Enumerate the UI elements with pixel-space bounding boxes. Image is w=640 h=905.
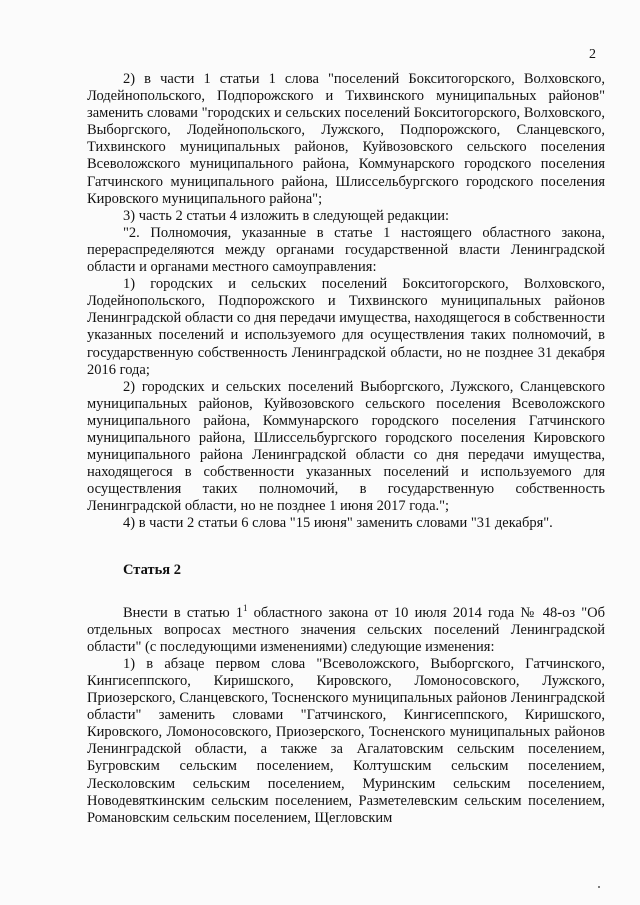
article-intro-after: областного закона от 10 июля 2014 года № 48-оз "Об отдельных вопросах местного значения сельских поселений Ленинградской области" (с последующими изменениями) следующие изменения: [87, 604, 605, 655]
quoted-paragraph: "2. Полномочия, указанные в статье 1 настоящего областного закона, перераспределяются между органами государственной власти Ленинградской области и органами местного самоуправления: [87, 224, 605, 276]
article-number-superscript: 1 [243, 602, 248, 613]
list-item: 1) в абзаце первом слова "Всеволожского, Выборгского, Гатчинского, Кингисеппского, Киришского, Кировского, Ломоносовского, Лужского, Приозерского, Сланцевского, Тосненского муниципальных районов Ленинградской области" заменить словами "Гатчинского, Кингисеппского, Киришского, Кировского, Ломоносовского, Приозерского, Тосненского муниципальных районов Ленинградской области, а также за Агалатовским сельским поселением, Бугровским сельским поселением, Колтушским сельским поселением, Лесколовским сельским поселением, Муринским сельским поселением, Новодевяткинским сельским поселением, Разметелевским сельским поселением, Романовским сельским поселением, Щегловским [87, 655, 605, 826]
list-item: 2) городских и сельских поселений Выборгского, Лужского, Сланцевского муниципальных районов, Куйвозовского сельского поселения Всеволожского муниципального района, Коммунарского городского поселения Гатчинского муниципального района, Шлиссельбургского городского поселения Кировского муниципального района Ленинградской области со дня передачи имущества, находящегося в собственности указанных поселений и используемого для осуществления таких полномочий, в государственную собственность Ленинградской области, но не позднее 1 июня 2017 года."; [87, 378, 605, 515]
page-number: 2 [589, 47, 596, 62]
amendment-paragraph: 2) в части 1 статьи 1 слова "поселений Бокситогорского, Волховского, Лодейнопольского, Подпорожского и Тихвинского муниципальных районов" заменить словами "городских и сельских поселений Бокситогорского, Волховского, Выборгского, Лодейнопольского, Лужского, Подпорожского, Сланцевского, Тихвинского муниципальных районов, Куйвозовского сельского поселения Всеволожского муниципального района, Коммунарского городского поселения Гатчинского муниципального района, Шлиссельбургского городского поселения Кировского муниципального района"; [87, 71, 605, 207]
article-intro-before: Внести в статью 1 [123, 604, 244, 621]
amendment-paragraph: 3) часть 2 статьи 4 изложить в следующей редакции: [123, 207, 449, 224]
scan-dot [598, 886, 600, 888]
article-intro [87, 602, 605, 656]
document-body [87, 71, 605, 827]
article-heading: Статья 2 [123, 561, 181, 578]
list-item: 1) городских и сельских поселений Бокситогорского, Волховского, Лодейнопольского, Подпорожского и Тихвинского муниципальных районов Ленинградской области со дня передачи имущества, находящегося в собственности указанных поселений и используемого для осуществления таких полномочий, в государственную собственность Ленинградской области, но не позднее 31 декабря 2016 года; [87, 276, 606, 378]
amendment-paragraph: 4) в части 2 статьи 6 слова "15 июня" заменить словами "31 декабря". [123, 515, 553, 532]
